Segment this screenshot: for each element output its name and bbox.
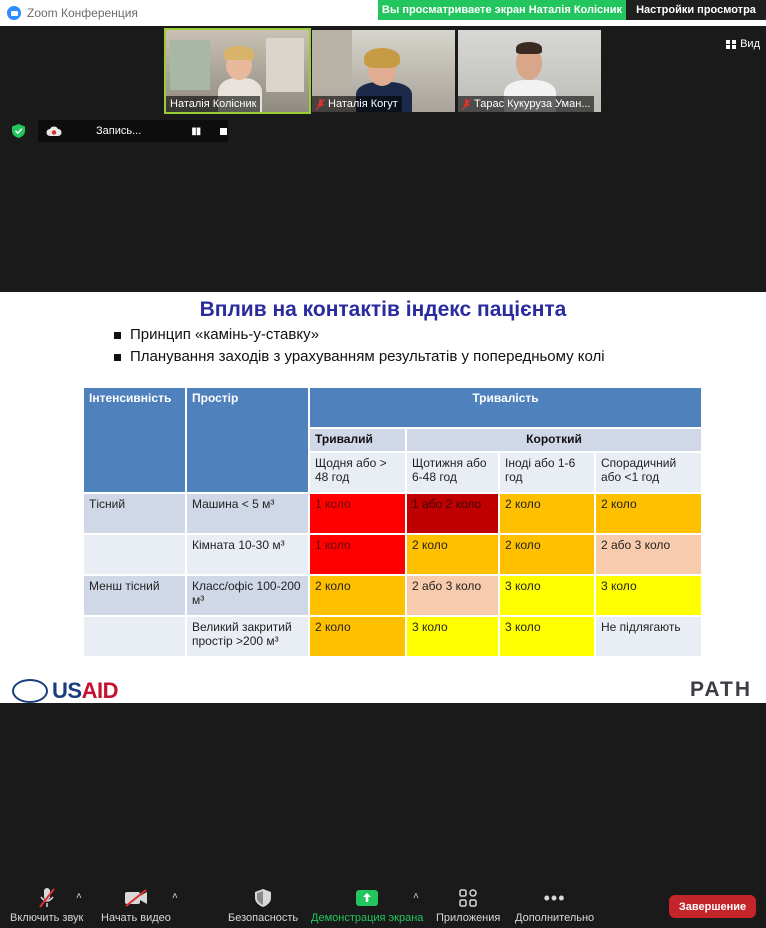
share-banner: Вы просматриваете экран Наталія Колісник (378, 0, 626, 20)
slide-bullets (114, 324, 605, 368)
cell-space: Великий закритий простір >200 м³ (186, 616, 309, 657)
cell-value: 2 коло (309, 575, 406, 616)
cell-value: 2 коло (406, 534, 499, 575)
pause-recording-icon[interactable]: ▮▮ (191, 125, 201, 137)
cell-intensity: Менш тісний (83, 575, 186, 616)
apps-label: Приложения (436, 912, 501, 924)
cell-value: 3 коло (595, 575, 702, 616)
bullet-item: Планування заходів з урахуванням результатів у попередньому колі (114, 346, 605, 368)
shield-icon (255, 889, 271, 907)
security-label: Безопасность (228, 912, 299, 924)
participant-name: Наталія Когут (312, 96, 402, 112)
participants-area (0, 26, 766, 292)
chevron-up-icon[interactable]: ˄ (76, 891, 82, 902)
cell-value: 1 або 2 коло (406, 493, 499, 534)
share-screen-icon (356, 889, 378, 907)
cell-value: 2 коло (595, 493, 702, 534)
recording-bar (38, 120, 228, 142)
header-long: Тривалий (309, 428, 406, 452)
cell-value: 2 або 3 коло (406, 575, 499, 616)
cell-value: 3 коло (499, 575, 595, 616)
sub-header: Щодня або > 48 год (309, 452, 406, 493)
participant-name: Тарас Кукуруза Уман... (458, 96, 594, 112)
unmute-label: Включить звук (10, 912, 84, 924)
header-intensity: Інтенсивність (83, 387, 186, 493)
header-duration: Тривалість (309, 387, 702, 428)
cell-intensity: Тісний (83, 493, 186, 534)
sub-header: Іноді або 1-6 год (499, 452, 595, 493)
cell-space: Класс/офіс 100-200 м³ (186, 575, 309, 616)
cloud-record-icon (46, 125, 62, 137)
end-meeting-button[interactable]: Завершение (669, 895, 756, 918)
header-space: Простір (186, 387, 309, 493)
grid-view-icon (726, 40, 736, 49)
cell-value: 1 коло (309, 534, 406, 575)
cell-intensity (83, 616, 186, 657)
more-button[interactable] (515, 887, 594, 924)
sub-header: Щотижня або 6-48 год (406, 452, 499, 493)
mic-off-icon (316, 99, 325, 110)
chevron-up-icon[interactable]: ˄ (413, 891, 419, 902)
recording-label: Запись... (96, 125, 142, 137)
contact-table (82, 386, 703, 658)
table-row (83, 534, 702, 575)
more-label: Дополнительно (515, 912, 595, 924)
cell-value: 3 коло (499, 616, 595, 657)
more-dots-icon: ••• (543, 887, 566, 908)
cell-value: 2 або 3 коло (595, 534, 702, 575)
security-button[interactable] (228, 887, 298, 924)
usaid-logo: US AID (12, 678, 118, 704)
start-video-label: Начать видео (101, 912, 171, 924)
share-screen-button[interactable] (311, 887, 423, 924)
window-title: Zoom Конференция (27, 6, 138, 20)
cell-value: 2 коло (309, 616, 406, 657)
cell-value: 3 коло (406, 616, 499, 657)
security-shield-icon (12, 124, 25, 138)
cell-value: 2 коло (499, 534, 595, 575)
cell-intensity (83, 534, 186, 575)
table-row (83, 616, 702, 657)
cell-value: Не підлягають (595, 616, 702, 657)
shared-slide (0, 292, 766, 703)
cell-space: Кімната 10-30 м³ (186, 534, 309, 575)
table-row (83, 493, 702, 534)
share-screen-label: Демонстрация экрана (311, 912, 424, 924)
participant-tile[interactable] (312, 30, 455, 112)
start-video-button[interactable] (101, 887, 171, 924)
view-button[interactable]: Вид (726, 38, 760, 50)
participant-tile[interactable] (458, 30, 601, 112)
meeting-toolbar (0, 883, 766, 928)
path-logo: PATH (689, 678, 752, 701)
mic-off-icon (462, 99, 471, 110)
chevron-up-icon[interactable]: ˄ (172, 891, 178, 902)
view-options-button[interactable]: Настройки просмотра (626, 0, 766, 20)
video-off-icon (124, 889, 148, 907)
cell-value: 1 коло (309, 493, 406, 534)
participant-name: Наталія Колісник (166, 96, 260, 112)
apps-button[interactable] (436, 887, 500, 924)
cell-space: Машина < 5 м³ (186, 493, 309, 534)
stop-recording-icon[interactable] (220, 128, 227, 135)
cell-value: 2 коло (499, 493, 595, 534)
zoom-logo-icon (7, 6, 21, 20)
mic-off-icon (39, 887, 55, 909)
slide-title: Вплив на контактів індекс пацієнта (199, 298, 567, 321)
table-row (83, 575, 702, 616)
participant-tile[interactable] (166, 30, 309, 112)
unmute-button[interactable] (10, 887, 83, 924)
header-short: Короткий (406, 428, 702, 452)
sub-header: Спорадичний або <1 год (595, 452, 702, 493)
share-background (0, 703, 766, 883)
bullet-item: Принцип «камінь-у-ставку» (114, 324, 605, 346)
apps-icon (459, 889, 477, 907)
usaid-seal-icon (12, 679, 48, 703)
